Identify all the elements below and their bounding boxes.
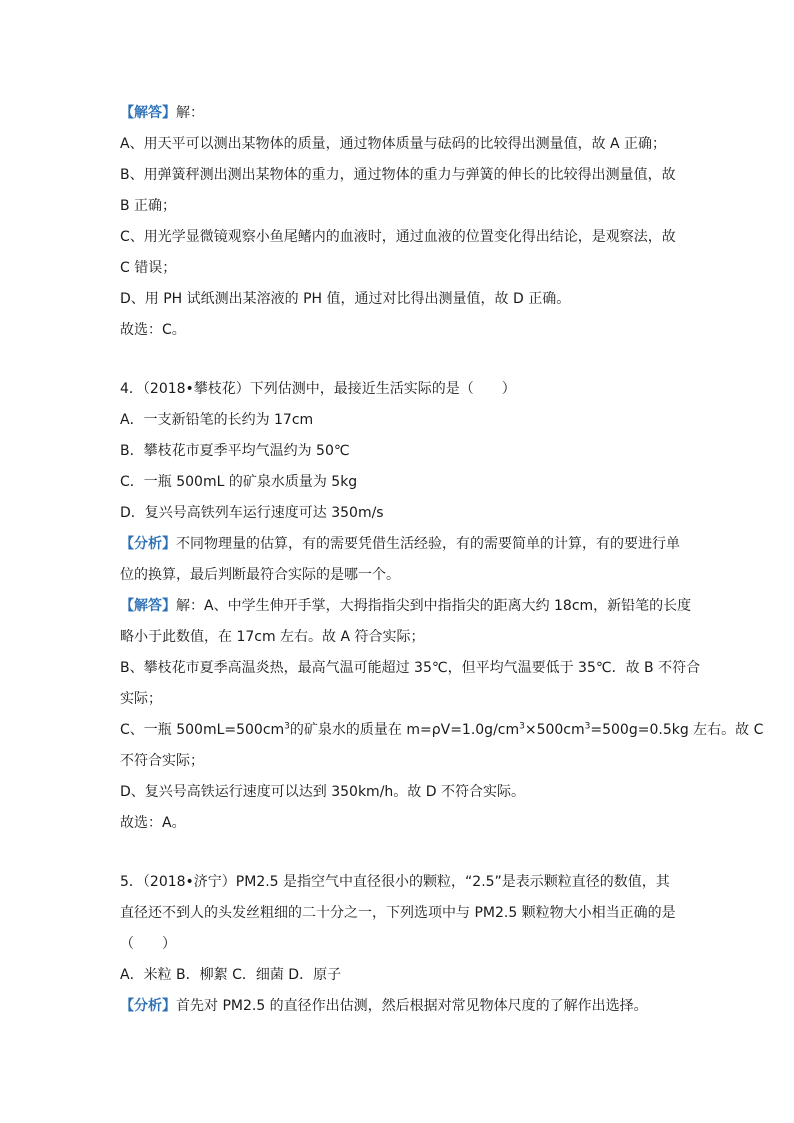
solution-heading: 【解答】解：: [120, 105, 204, 121]
question-4-stem: 4．（2018•攀枝花）下列估测中，最接近生活实际的是（ ）: [120, 381, 516, 397]
analysis-tag: 【分析】: [120, 998, 176, 1014]
question-4-analysis: 【分析】不同物理量的估算，有的需要凭借生活经验，有的需要简单的计算，有的要进行单: [120, 536, 680, 552]
solution-line-d: D、用 PH 试纸测出某溶液的 PH 值，通过对比得出测量值，故 D 正确。: [120, 291, 571, 307]
question-4-solution-c1: C、一瓶 $500mL=500cm^3$的矿泉水的质量在 $m=\rho V=1.0g/cm^3\times 500cm^3=500g=0.5kg$ 左右。故 C: [120, 721, 764, 738]
solution-line-c1: C、用光学显微镜观察小鱼尾鳍内的血液时，通过血液的位置变化得出结论，是观察法，故: [120, 229, 676, 245]
question-4-solution-a2: 略小于此数值，在 17cm 左右。故 A 符合实际；: [120, 629, 425, 645]
solution-line-a: A、用天平可以测出某物体的质量，通过物体质量与砝码的比较得出测量值，故 A 正确；: [120, 136, 667, 152]
question-5-stem-paren: （ ）: [120, 936, 176, 952]
question-4-option-a: A．一支新铅笔的长约为 17cm: [120, 412, 314, 428]
question-5-stem: 5．（2018•济宁）PM2.5 是指空气中直径很小的颗粒，“2.5”是表示颗粒直径的数值，其: [120, 874, 670, 890]
question-4-solution-b1: B、攀枝花市夏季高温炎热，最高气温可能超过 35℃，但平均气温要低于 35℃．故 B 不符合: [120, 660, 701, 676]
question-4-solution-c2: 不符合实际；: [120, 753, 204, 769]
question-4-solution-b2: 实际；: [120, 691, 162, 707]
solution-line-b2: B 正确；: [120, 198, 177, 214]
question-4-option-d: D．复兴号高铁列车运行速度可达 350m/s: [120, 505, 384, 521]
solution-line-b1: B、用弹簧秤测出测出某物体的重力，通过物体的重力与弹簧的伸长的比较得出测量值，故: [120, 167, 676, 183]
question-5-analysis: 【分析】首先对 PM2.5 的直径作出估测，然后根据对常见物体尺度的了解作出选择。: [120, 998, 648, 1014]
spacer: [120, 842, 680, 870]
document-content: [120, 101, 764, 1025]
question-5-options: A．米粒 B．柳絮 C．细菌 D．原子: [120, 967, 342, 983]
solution-tag: 【解答】: [120, 105, 176, 121]
question-4-answer: 故选：A。: [120, 815, 186, 831]
answer-line: 故选：C。: [120, 322, 186, 338]
question-4-solution: 【解答】解：A、中学生伸开手掌，大拇指指尖到中指指尖的距离大约 18cm，新铅笔的长度: [120, 598, 692, 614]
question-4-option-c: C．一瓶 500mL 的矿泉水质量为 5kg: [120, 474, 358, 490]
solution-tag: 【解答】: [120, 598, 176, 614]
question-4-option-b: B．攀枝花市夏季平均气温约为 50℃: [120, 443, 350, 459]
question-4-analysis-cont: 位的换算，最后判断最符合实际的是哪一个。: [120, 567, 400, 583]
spacer: [120, 349, 680, 377]
question-5-stem-cont: 直径还不到人的头发丝粗细的二十分之一，下列选项中与 PM2.5 颗粒物大小相当正确的是: [120, 905, 676, 921]
question-4-solution-d: D、复兴号高铁运行速度可以达到 350km/h。故 D 不符合实际。: [120, 784, 525, 800]
analysis-tag: 【分析】: [120, 536, 176, 552]
solution-line-c2: C 错误；: [120, 260, 177, 276]
